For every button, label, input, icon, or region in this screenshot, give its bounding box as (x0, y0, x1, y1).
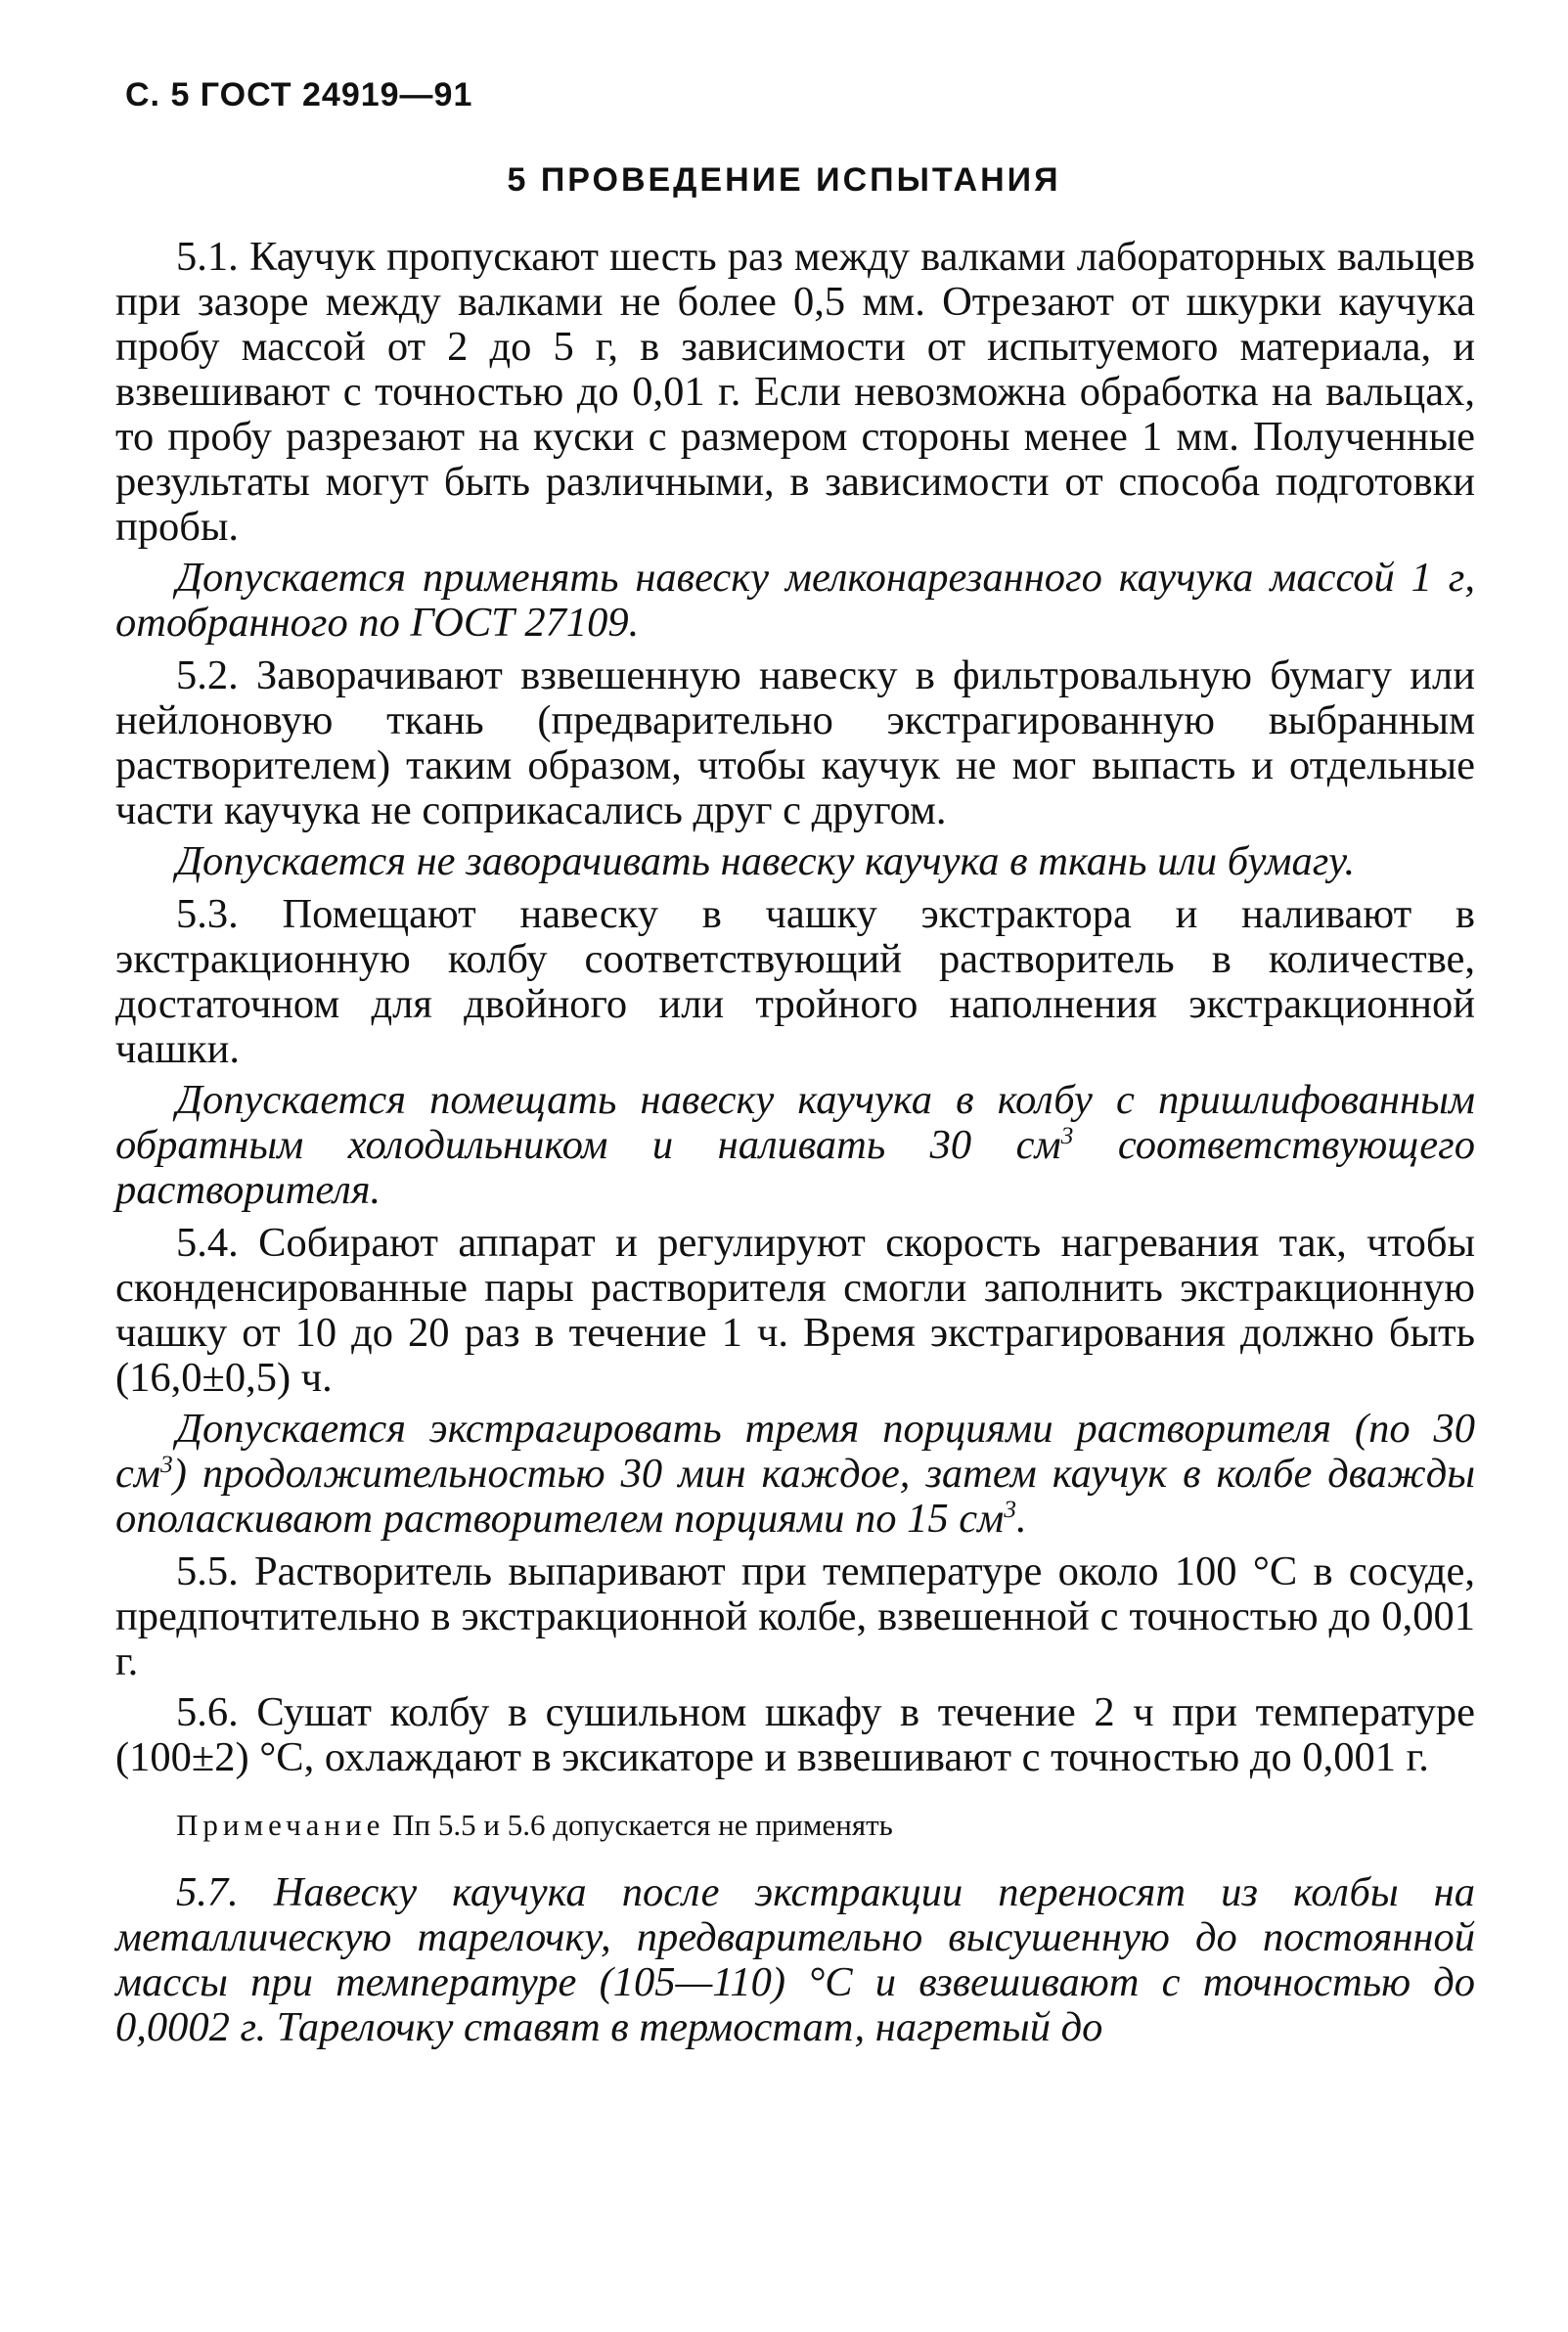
superscript: 3 (1004, 1494, 1017, 1523)
page-header: С. 5 ГОСТ 24919—91 (125, 76, 473, 113)
note-label: Примечание (176, 1808, 385, 1842)
paragraph-5-3-allowance (115, 1078, 1475, 1213)
superscript: 3 (1060, 1120, 1074, 1149)
paragraph-5-1-allowance: Допускается применять навеску мелконарезанного каучука массой 1 г, отобранного по ГОСТ 27109. (115, 555, 1475, 646)
allowance-text-part: Допускается экстрагировать тремя порциями растворителя (по 30 см (115, 1406, 1475, 1497)
paragraph-5-3: 5.3. Помещают навеску в чашку экстрактора и наливают в экстракционную колбу соответствующий растворитель в количестве, достаточном для двойного или тройного наполнения экстракционной чашки. (115, 891, 1475, 1072)
paragraph-5-7: 5.7. Навеску каучука после экстракции переносят из колбы на металлическую тарелочку, предварительно высушенную до постоянной массы при температуре (105—110) °С и взвешивают с точностью до 0,0002 г. Тарелочку ставят в термостат, нагретый до (115, 1869, 1475, 2050)
body-text (115, 235, 1475, 2058)
allowance-text-part: ) продолжительностью 30 мин каждое, затем каучук в колбе дважды ополаскивают растворителем порциями по 15 см (115, 1451, 1475, 1542)
note-text: Пп 5.5 и 5.6 допускается не применять (384, 1808, 893, 1842)
note (115, 1806, 1475, 1845)
section-title: 5 ПРОВЕДЕНИЕ ИСПЫТАНИЯ (507, 161, 1061, 199)
paragraph-5-1: 5.1. Каучук пропускают шесть раз между валками лабораторных вальцев при зазоре между валками не более 0,5 мм. Отрезают от шкурки каучука пробу массой от 2 до 5 г, в зависимости от испытуемого материала, и взвешивают с точностью до 0,01 г. Если невозможна обработка на вальцах, то пробу разрезают на куски с размером стороны менее 1 мм. Полученные результаты могут быть различными, в зависимости от способа подготовки пробы. (115, 234, 1475, 550)
paragraph-5-4-allowance (115, 1407, 1475, 1542)
paragraph-5-2: 5.2. Заворачивают взвешенную навеску в фильтровальную бумагу или нейлоновую ткань (предварительно экстрагированную выбранным растворителем) таким образом, чтобы каучук не мог выпасть и отдельные части каучука не соприкасались друг с другом. (115, 652, 1475, 833)
paragraph-5-5: 5.5. Растворитель выпаривают при температуре около 100 °С в сосуде, предпочтительно в экстракционной колбе, взвешенной с точностью до 0,001 г. (115, 1548, 1475, 1684)
paragraph-5-4: 5.4. Собирают аппарат и регулируют скорость нагревания так, чтобы сконденсированные пары растворителя смогли заполнить экстракционную чашку от 10 до 20 раз в течение 1 ч. Время экстрагирования должно быть (16,0±0,5) ч. (115, 1220, 1475, 1401)
paragraph-5-2-allowance: Допускается не заворачивать навеску каучука в ткань или бумагу. (176, 838, 1356, 884)
allowance-text-part: . (1016, 1496, 1027, 1542)
paragraph-5-6: 5.6. Сушат колбу в сушильном шкафу в течение 2 ч при температуре (100±2) °С, охлаждают в эксикаторе и взвешивают с точностью до 0,001 г. (115, 1689, 1475, 1780)
allowance-text-part: Допускается помещать навеску каучука в колбу с пришлифованным обратным холодильником и наливать 30 см (115, 1077, 1475, 1168)
superscript: 3 (160, 1449, 173, 1478)
allowance-text-part: соответствующего растворителя. (115, 1122, 1475, 1213)
